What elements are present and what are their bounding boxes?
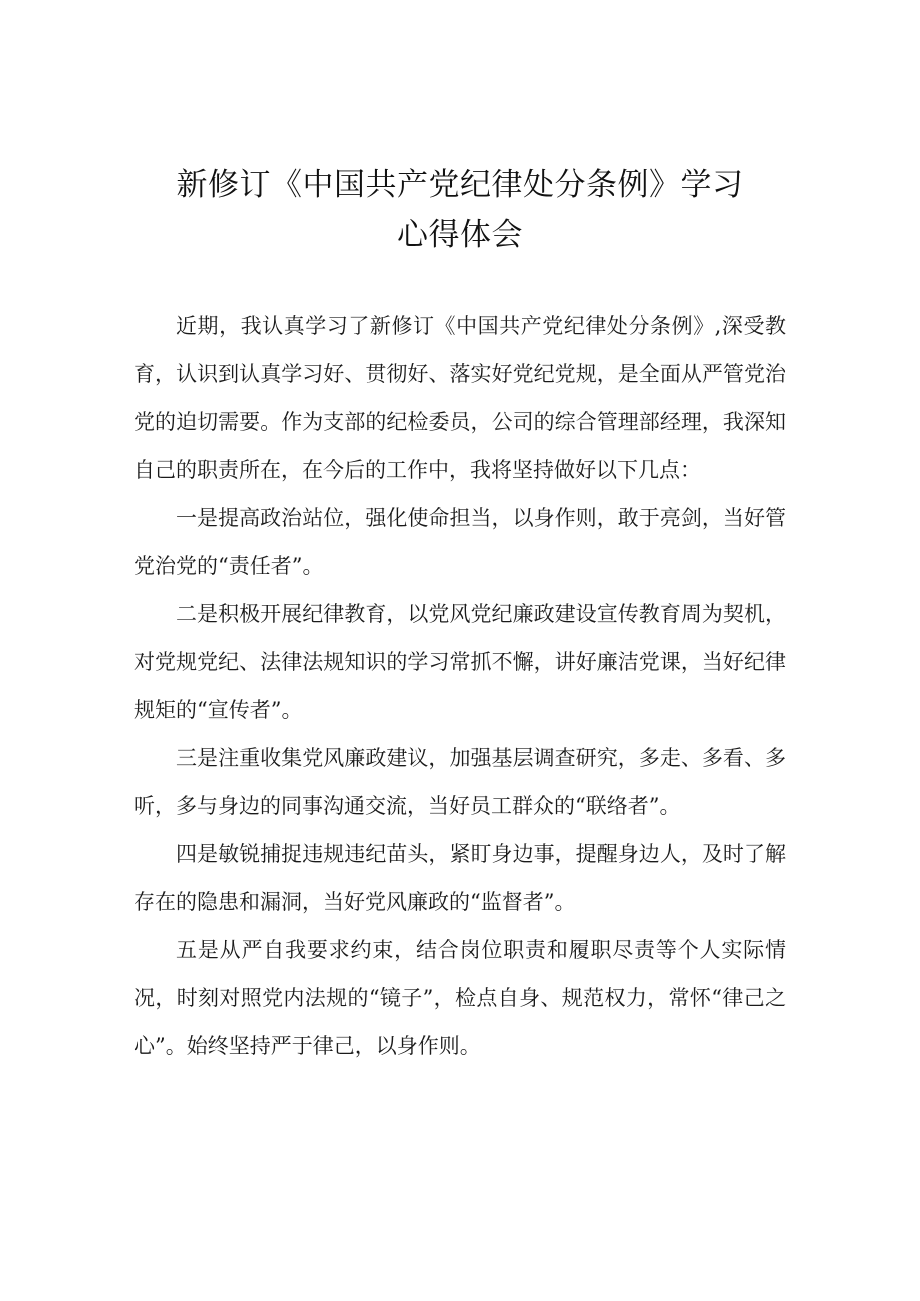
paragraph-intro: 近期，我认真学习了新修订《中国共产党纪律处分条例》,深受教育，认识到认真学习好、贯彻好、落实好党纪党规，是全面从严管党治党的迫切需要。作为支部的纪检委员，公司的综合管理部经理，我深知自己的职责所在，在今后的工作中，我将坚持做好以下几点： (134, 314, 786, 482)
paragraph-point-1: 一是提高政治站位，强化使命担当，以身作则，敢于亮剑，当好管党治党的“责任者”。 (134, 506, 786, 578)
paragraph-point-4: 四是敏锐捕捉违规违纪苗头，紧盯身边事，提醒身边人，及时了解存在的隐患和漏洞，当好党风廉政的“监督者”。 (134, 842, 786, 914)
paragraph-point-2: 二是积极开展纪律教育，以党风党纪廉政建设宣传教育周为契机，对党规党纪、法律法规知识的学习常抓不懈，讲好廉洁党课，当好纪律规矩的“宣传者”。 (134, 602, 786, 722)
paragraph-point-5: 五是从严自我要求约束，结合岗位职责和履职尽责等个人实际情况，时刻对照党内法规的“镜子”，检点自身、规范权力，常怀“律己之心”。始终坚持严于律己，以身作则。 (134, 938, 786, 1058)
title-line-1: 新修订《中国共产党纪律处分条例》学习 (176, 167, 744, 203)
page-title (130, 160, 790, 260)
paragraph-point-3: 三是注重收集党风廉政建议，加强基层调查研究，多走、多看、多听，多与身边的同事沟通交流，当好员工群众的“联络者”。 (134, 746, 786, 818)
title-line-2: 心得体会 (397, 217, 523, 253)
document-body (134, 302, 786, 1070)
